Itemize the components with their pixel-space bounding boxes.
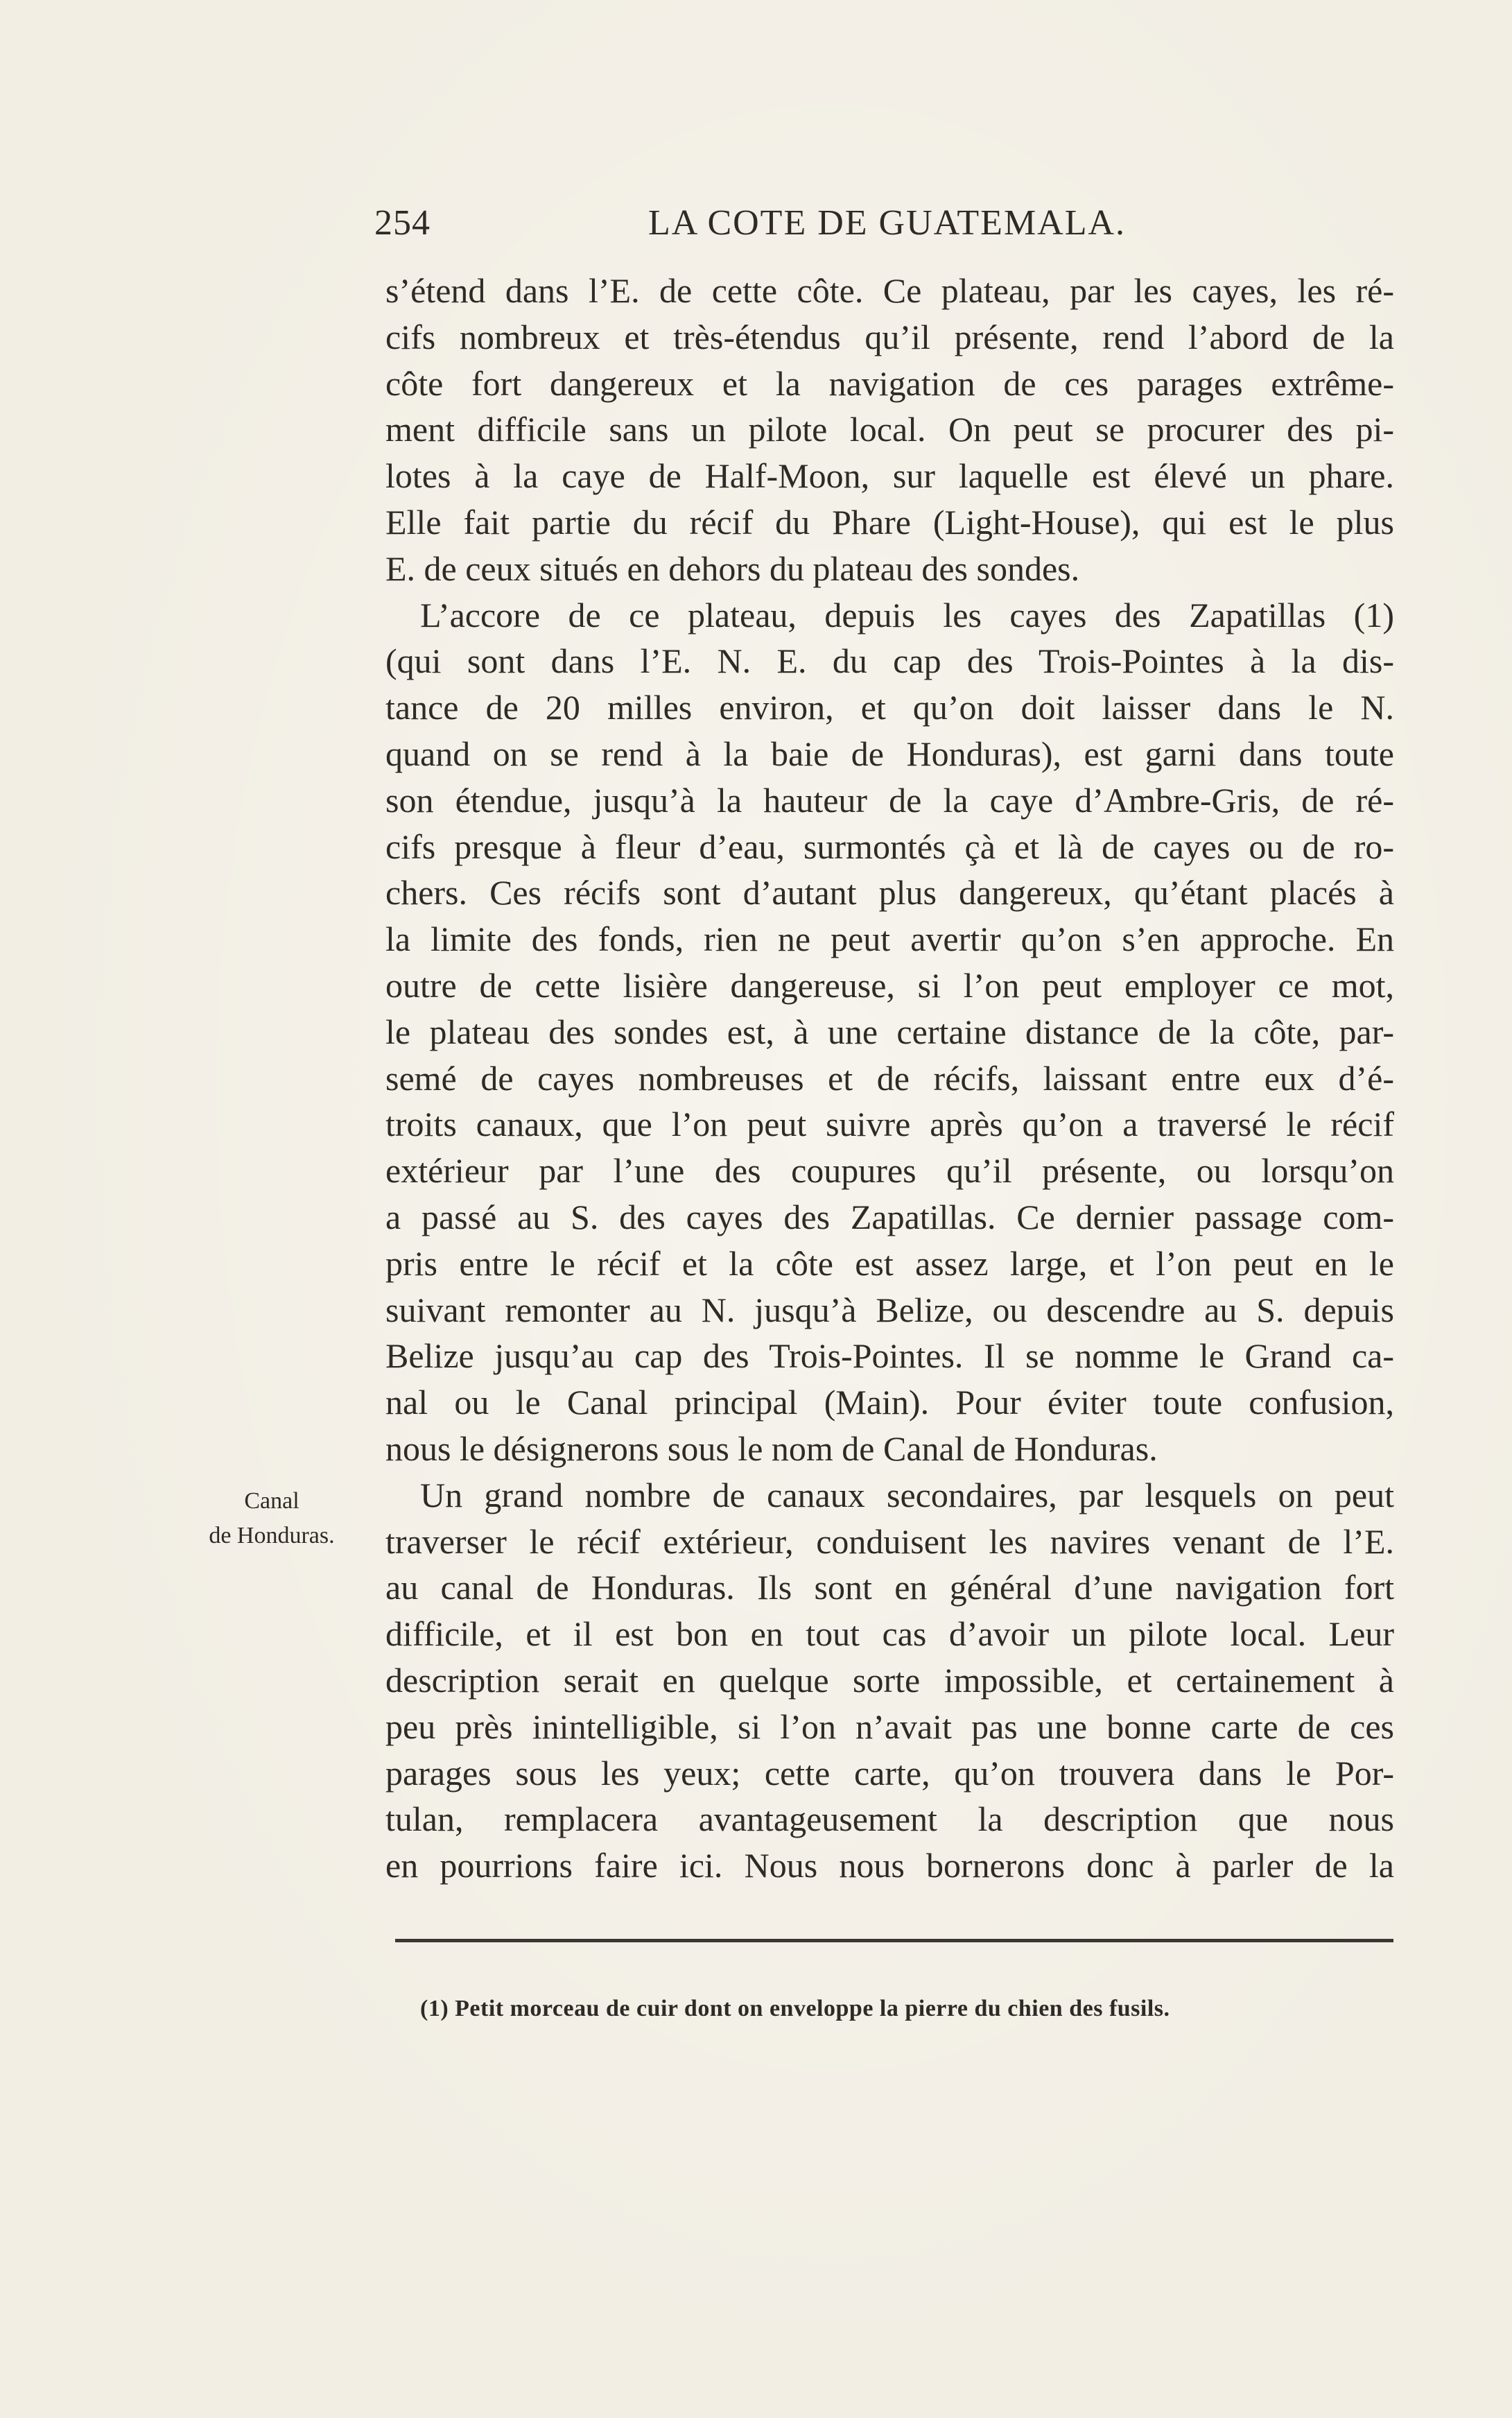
text-line: le plateau des sondes est, à une certaine distance de la côte, par- — [385, 1012, 1394, 1051]
text-line: extérieur par l’une des coupures qu’il présente, ou lorsqu’on — [385, 1151, 1394, 1191]
text-line: pris entre le récif et la côte est assez large, et l’on peut en le — [385, 1243, 1394, 1283]
text-line: Un grand nombre de canaux secondaires, par lesquels on peut — [420, 1475, 1394, 1514]
text-line: au canal de Honduras. Ils sont en général d’une navigation fort — [385, 1568, 1394, 1607]
text-line: nal ou le Canal principal (Main). Pour éviter toute confusion, — [385, 1383, 1394, 1422]
text-line: ment difficile sans un pilote local. On peut se procurer des pi- — [385, 410, 1394, 449]
text-line: tulan, remplacera avantageusement la description que nous — [385, 1799, 1394, 1839]
text-line: difficile, et il est bon en tout cas d’avoir un pilote local. Leur — [385, 1614, 1394, 1654]
text-line: (qui sont dans l’E. N. E. du cap des Trois-Pointes à la dis- — [385, 641, 1394, 681]
text-line: L’accore de ce plateau, depuis les cayes des Zapatillas (1) — [420, 595, 1394, 634]
body-text — [385, 268, 1394, 1904]
text-line: la limite des fonds, rien ne peut avertir qu’on s’en approche. En — [385, 919, 1394, 959]
page-header — [374, 196, 1397, 258]
text-line: traverser le récif extérieur, conduisent les navires venant de l’E. — [385, 1521, 1394, 1561]
text-line: quand on se rend à la baie de Honduras), est garni dans toute — [385, 734, 1394, 773]
text-line: chers. Ces récifs sont d’autant plus dangereux, qu’étant placés à — [385, 873, 1394, 913]
text-line: Elle fait partie du récif du Phare (Light-House), qui est le plus — [385, 502, 1394, 542]
text-line: son étendue, jusqu’à la hauteur de la caye d’Ambre-Gris, de ré- — [385, 780, 1394, 820]
page-number: 254 — [374, 203, 431, 243]
text-line: lotes à la caye de Half-Moon, sur laquelle est élevé un phare. — [385, 456, 1394, 496]
text-line: E. de ceux situés en dehors du plateau des sondes. — [385, 549, 1080, 588]
text-line: en pourrions faire ici. Nous nous bornerons donc à parler de la — [385, 1846, 1394, 1885]
text-line: s’étend dans l’E. de cette côte. Ce plateau, par les cayes, les ré- — [385, 271, 1394, 310]
text-line: cifs nombreux et très-étendus qu’il présente, rend l’abord de la — [385, 317, 1394, 356]
margin-note — [182, 1484, 362, 1553]
text-line: tance de 20 milles environ, et qu’on doit laisser dans le N. — [385, 688, 1394, 727]
margin-note-line: Canal — [244, 1488, 299, 1514]
text-line: description serait en quelque sorte impossible, et certainement à — [385, 1660, 1394, 1700]
footnote: (1) Petit morceau de cuir dont on enveloppe la pierre du chien des fusils. — [420, 1996, 1170, 2021]
running-title: LA COTE DE GUATEMALA. — [648, 203, 1127, 243]
text-line: troits canaux, que l’on peut suivre après qu’on a traversé le récif — [385, 1105, 1394, 1144]
margin-note-line: de Honduras. — [209, 1523, 335, 1548]
footnote-rule — [395, 1939, 1393, 1942]
text-line: Belize jusqu’au cap des Trois-Pointes. Il se nomme le Grand ca- — [385, 1336, 1394, 1376]
text-line: côte fort dangereux et la navigation de ces parages extrême- — [385, 363, 1394, 403]
text-line: a passé au S. des cayes des Zapatillas. Ce dernier passage com- — [385, 1197, 1394, 1236]
text-line: peu près inintelligible, si l’on n’avait pas une bonne carte de ces — [385, 1707, 1394, 1746]
text-line: outre de cette lisière dangereuse, si l’on peut employer ce mot, — [385, 965, 1394, 1005]
text-line: cifs presque à fleur d’eau, surmontés çà et là de cayes ou de ro- — [385, 827, 1394, 866]
text-line: semé de cayes nombreuses et de récifs, laissant entre eux d’é- — [385, 1058, 1394, 1098]
text-line: nous le désignerons sous le nom de Canal de Honduras. — [385, 1428, 1158, 1468]
text-line: suivant remonter au N. jusqu’à Belize, ou descendre au S. depuis — [385, 1290, 1394, 1329]
text-line: parages sous les yeux; cette carte, qu’on trouvera dans le Por- — [385, 1753, 1394, 1793]
